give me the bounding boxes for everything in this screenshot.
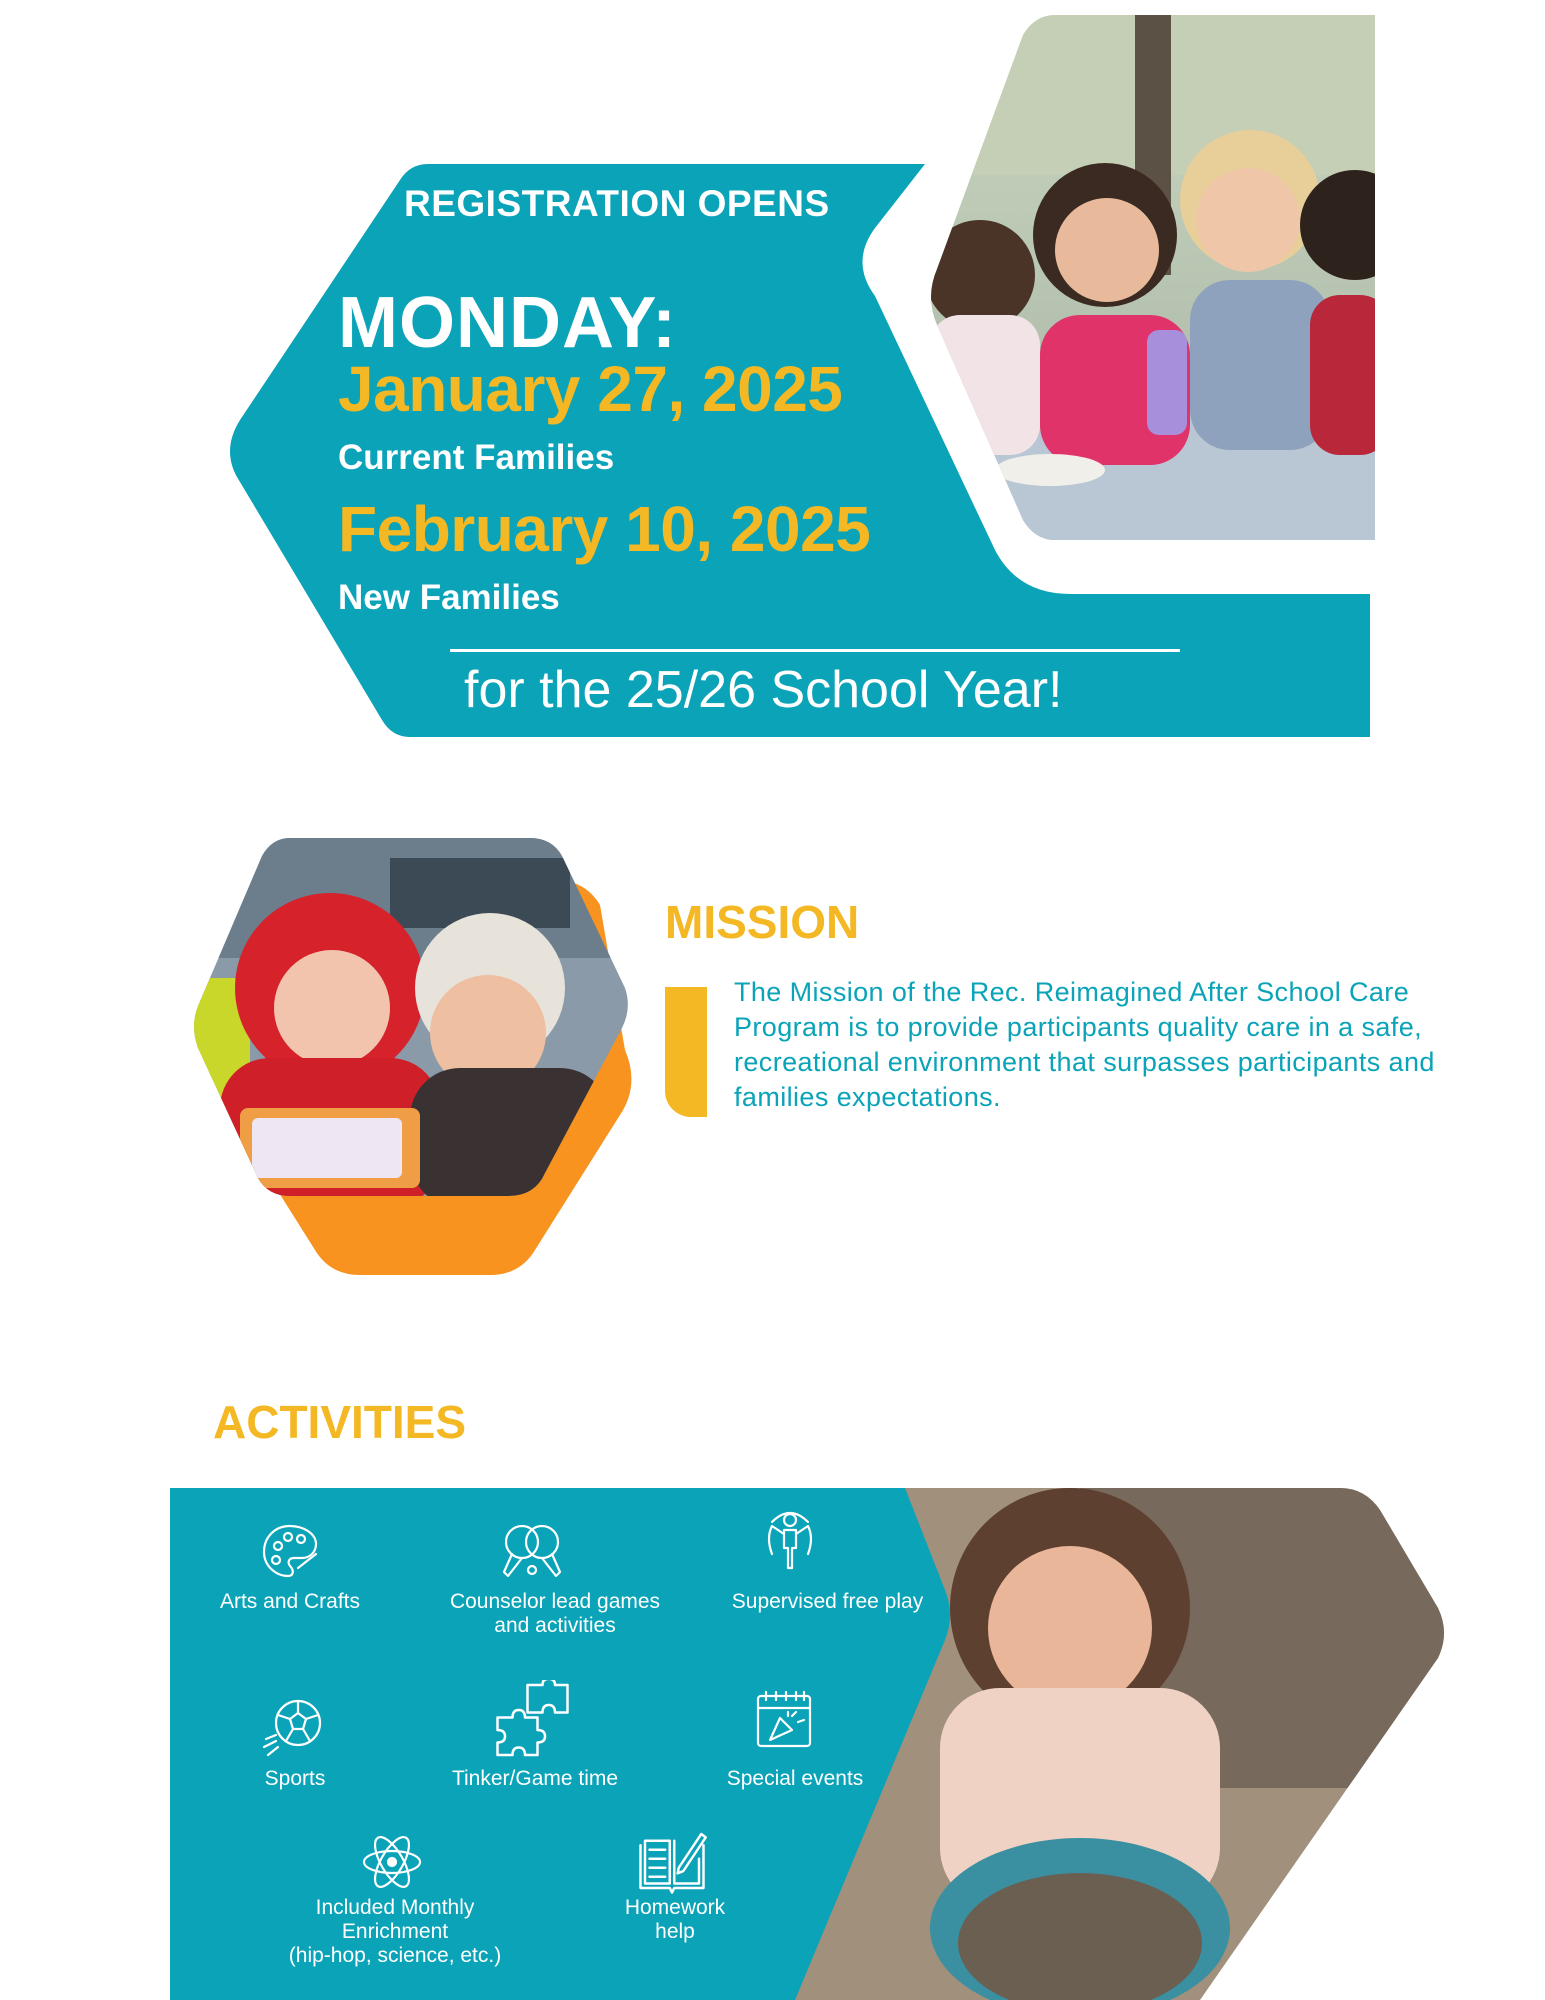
- activities-title: ACTIVITIES: [213, 1396, 467, 1448]
- activity-label-enrichment: Included Monthly Enrichment (hip-hop, science, etc.): [288, 1896, 502, 1967]
- activity-label-sports: Sports: [264, 1767, 326, 1790]
- puzzle-icon: [490, 1680, 570, 1760]
- calendar-party-icon: [752, 1688, 816, 1752]
- registration-title: REGISTRATION OPENS: [404, 183, 830, 224]
- new-families-date: February 10, 2025: [338, 493, 871, 565]
- jump-rope-icon: [758, 1508, 822, 1572]
- school-year-text: for the 25/26 School Year!: [464, 661, 1063, 719]
- book-pencil-icon: [636, 1825, 708, 1897]
- current-families-date: January 27, 2025: [338, 353, 843, 425]
- atom-icon: [360, 1830, 424, 1894]
- registration-day: MONDAY:: [338, 283, 678, 363]
- mission-title: MISSION: [665, 896, 860, 948]
- mission-statement: The Mission of the Rec. Reimagined After School Care Program is to provide participants quality care in a safe, recreational environment that surpasses participants and families expectations.: [734, 977, 1435, 1112]
- activity-label-counselor-games: Counselor lead games and activities: [449, 1590, 661, 1637]
- palette-icon: [258, 1520, 322, 1584]
- activity-label-arts: Arts and Crafts: [219, 1590, 361, 1613]
- current-families-label: Current Families: [338, 438, 615, 477]
- activity-label-tinker: Tinker/Game time: [451, 1767, 619, 1790]
- activity-label-special-events: Special events: [726, 1767, 864, 1790]
- activity-label-free-play: Supervised free play: [731, 1590, 924, 1613]
- soccer-ball-icon: [262, 1695, 326, 1759]
- new-families-label: New Families: [338, 578, 560, 617]
- ping-pong-icon: [500, 1520, 564, 1584]
- activity-label-homework: Homework help: [624, 1896, 726, 1943]
